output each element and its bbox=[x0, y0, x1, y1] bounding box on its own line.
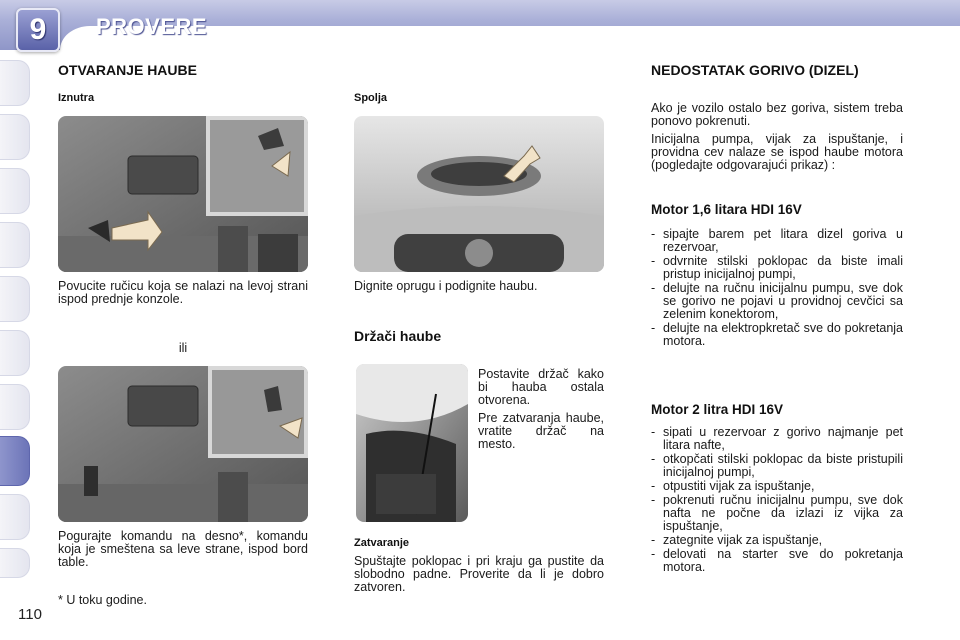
stays-text bbox=[478, 368, 604, 456]
illustration-outside-latch bbox=[354, 116, 604, 272]
chapter-number: 9 bbox=[29, 13, 47, 46]
chapter-tab[interactable] bbox=[0, 330, 30, 376]
list-item: - otkopčati stilski poklopac da biste pristupili inicijalnoj pumpi, bbox=[651, 453, 903, 479]
list-item: - delujte na elektropkretač sve do pokretanja motora. bbox=[651, 322, 903, 348]
chapter-badge bbox=[16, 8, 60, 52]
chapter-title: PROVERE bbox=[96, 14, 208, 39]
list-item: - odvrnite stilski poklopac da biste imali pristup inicijalnoj pumpi, bbox=[651, 255, 903, 281]
stays-text-2: Pre zatvaranja haube, vratite držač na mesto. bbox=[478, 411, 604, 451]
list-item: - delovati na starter sve do pokretanja motora. bbox=[651, 548, 903, 574]
or-label: ili bbox=[178, 341, 188, 355]
engine1-steps bbox=[651, 228, 903, 349]
subhead-outside: Spolja bbox=[354, 92, 388, 104]
engine2-steps bbox=[651, 426, 903, 575]
subhead-closing: Zatvaranje bbox=[354, 537, 410, 549]
chapter-tab[interactable] bbox=[0, 60, 30, 106]
chapter-tab[interactable] bbox=[0, 222, 30, 268]
caption-inside-2: Pogurajte komandu na desno*, komandu koja je smeštena sa leve strane, ispod bord table. bbox=[58, 529, 308, 569]
list-item: - otpustiti vijak za ispuštanje, bbox=[651, 480, 903, 493]
section-title-hood-stays: Držači haube bbox=[354, 328, 442, 344]
engine2-title: Motor 2 litra HDI 16V bbox=[651, 402, 784, 417]
chapter-tab[interactable] bbox=[0, 276, 30, 322]
list-item: - pokrenuti ručnu inicijalnu pumpu, sve dok nafta ne počne da izlazi iz vijka za ispuštanje, bbox=[651, 494, 903, 533]
chapter-tab-active[interactable] bbox=[0, 436, 30, 486]
fuel-intro bbox=[651, 102, 903, 177]
chapter-tab[interactable] bbox=[0, 548, 30, 578]
fuel-intro-2: Inicijalna pumpa, vijak za ispuštanje, i providna cev nalaze se ispod haube motora (pogledajte odgovarajući prikaz) : bbox=[651, 132, 903, 172]
list-item: - sipati u rezervoar z gorivo najmanje pet litara nafte, bbox=[651, 426, 903, 452]
illustration-hood-stay bbox=[356, 364, 468, 522]
caption-outside: Dignite oprugu i podignite haubu. bbox=[354, 279, 538, 293]
page-number: 110 bbox=[18, 606, 42, 623]
fuel-intro-1: Ako je vozilo ostalo bez goriva, sistem treba ponovo pokrenuti. bbox=[651, 101, 903, 128]
chapter-tab[interactable] bbox=[0, 168, 30, 214]
closing-text: Spuštajte poklopac i pri kraju ga pustite da slobodno padne. Proverite da li je dobro zatvoren. bbox=[354, 554, 604, 594]
chapter-tab[interactable] bbox=[0, 494, 30, 540]
subhead-inside: Iznutra bbox=[58, 92, 95, 104]
section-title-hood-opening: OTVARANJE HAUBE bbox=[58, 62, 197, 78]
chapter-tab[interactable] bbox=[0, 384, 30, 430]
engine1-title: Motor 1,6 litara HDI 16V bbox=[651, 202, 802, 217]
footnote: * U toku godine. bbox=[58, 593, 147, 607]
chapter-tab[interactable] bbox=[0, 114, 30, 160]
list-item: - zategnite vijak za ispuštanje, bbox=[651, 534, 903, 547]
chapter-tabs bbox=[0, 60, 32, 580]
illustration-inside-push bbox=[58, 366, 308, 522]
list-item: - delujte na ručnu inicijalnu pumpu, sve dok se gorivo ne pojavi u providnoj cevčici sa zelenim konektorom, bbox=[651, 282, 903, 321]
caption-inside: Povucite ručicu koja se nalazi na levoj strani ispod prednje konzole. bbox=[58, 279, 308, 306]
illustration-inside-lever bbox=[58, 116, 308, 272]
list-item: - sipajte barem pet litara dizel goriva u rezervoar, bbox=[651, 228, 903, 254]
stays-text-1: Postavite držač kako bi hauba ostala otvorena. bbox=[478, 367, 604, 407]
section-title-fuel-shortage: NEDOSTATAK GORIVO (DIZEL) bbox=[651, 62, 859, 78]
